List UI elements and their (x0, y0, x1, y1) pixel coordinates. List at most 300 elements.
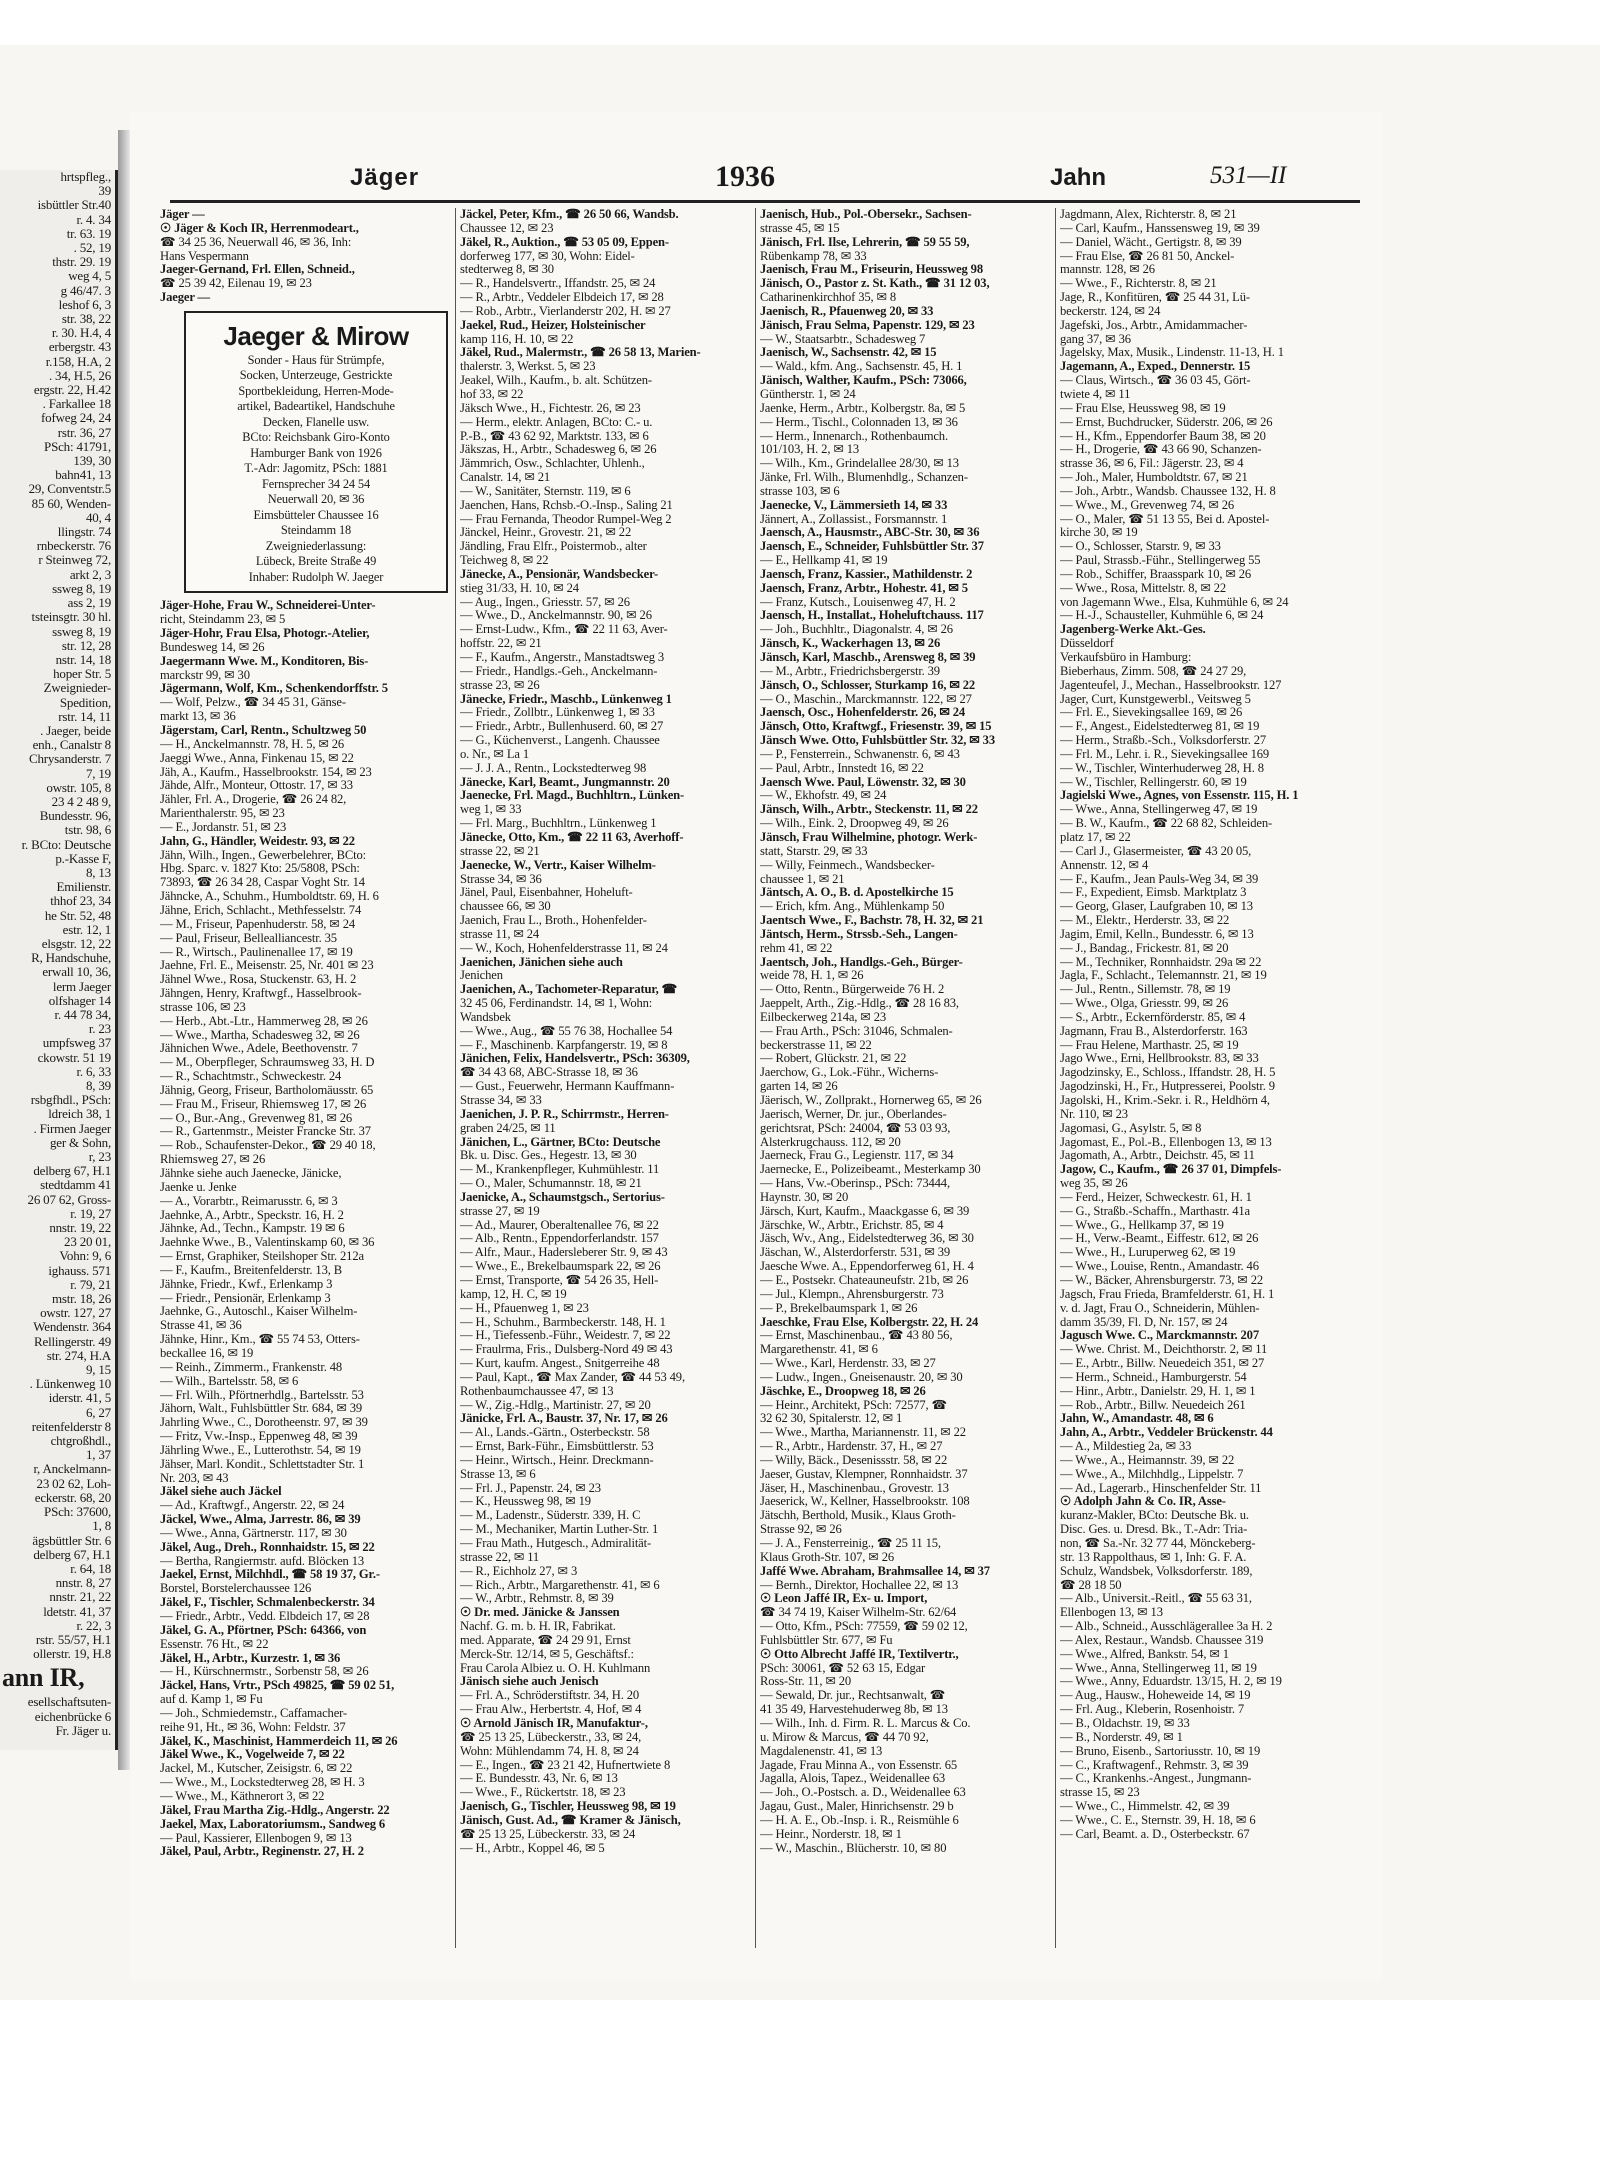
directory-entry: — Al., Lands.-Gärtn., Osterbeckstr. 58 (460, 1426, 650, 1440)
previous-page-fragment: eichenbrücke 6 (34, 1708, 111, 1724)
directory-entry: Alsterkrugchauss. 112, ✉ 20 (760, 1135, 901, 1149)
directory-entry: — H.-J., Schausteller, Kuhmühle 6, ✉ 24 (1060, 609, 1264, 623)
directory-entry: Ross-Str. 11, ✉ 20 (760, 1675, 852, 1689)
directory-entry: Jahn, G., Händler, Weidestr. 93, ✉ 22 (160, 834, 355, 848)
directory-entry: 32 45 06, Ferdinandstr. 14, ✉ 1, Wohn: (460, 997, 653, 1011)
directory-entry: — Daniel, Wächt., Gertigstr. 8, ✉ 39 (1060, 235, 1242, 249)
previous-page-fragment: isbüttler Str.40 (37, 197, 111, 213)
directory-entry: — Alb., Schneid., Ausschlägerallee 3a H. 2 (1060, 1620, 1273, 1634)
directory-entry: Jäkel siehe auch Jäckel (160, 1485, 282, 1499)
directory-entry: — Frl. E., Sievekingsallee 169, ✉ 26 (1060, 706, 1243, 720)
directory-entry: — Wwe., E., Brekelbaumspark 22, ✉ 26 (460, 1260, 661, 1274)
directory-entry: — W., Zig.-Hdlg., Martinistr. 27, ✉ 20 (460, 1398, 651, 1412)
directory-entry: Jänke, Frl. Wilh., Blumenhdlg., Schanzen- (760, 471, 968, 485)
directory-entry: gerichtsrat, PSch: 24004, ☎ 53 03 93, (760, 1121, 951, 1135)
directory-entry: Jager, Curt, Kunstgewerbl., Veitsweg 5 (1060, 692, 1251, 706)
directory-entry: — Hinr., Arbtr., Danielstr. 29, H. 1, ✉ 1 (1060, 1384, 1256, 1398)
directory-entry: — H., Pfauenweg 1, ✉ 23 (460, 1301, 589, 1315)
directory-entry: Jackel, M., Kutscher, Zeisigstr. 6, ✉ 22 (160, 1762, 353, 1776)
directory-entry: — Ernst, Buchdrucker, Süderstr. 206, ✉ 26 (1060, 415, 1273, 429)
directory-entry: — W., Bäcker, Ahrensburgerstr. 73, ✉ 22 (1060, 1273, 1263, 1287)
directory-entry: Jagsch, Frau Frieda, Bramfelderstr. 61, H. 1 (1060, 1287, 1275, 1301)
directory-entry: dorferweg 177, ✉ 30, Wohn: Eidel- (460, 249, 635, 263)
directory-entry: Essenstr. 76 Ht., ✉ 22 (160, 1637, 269, 1651)
directory-entry: Jagmann, Frau B., Alsterdorferstr. 163 (1060, 1024, 1248, 1038)
previous-page-fragment: rstr. 36, 27 (57, 424, 111, 440)
directory-entry: Jämmrich, Osw., Schlachter, Uhlenh., (460, 457, 645, 471)
directory-entry: Margarethenstr. 41, ✉ 6 (760, 1343, 878, 1357)
directory-entry: — Wwe., Rosa, Mittelstr. 8, ✉ 22 (1060, 581, 1227, 595)
directory-entry: — Rob., Schiffer, Braasspark 10, ✉ 26 (1060, 567, 1252, 581)
directory-entry: Jänicke, Frl. A., Baustr. 37, Nr. 17, ✉ 26 (460, 1412, 668, 1426)
previous-page-fragment: delberg 67, H.1 (33, 1546, 111, 1562)
directory-entry: — Wwe., Anna, Stellingerweg 11, ✉ 19 (1060, 1661, 1257, 1675)
previous-page-fragment: PSch: 41791, (44, 438, 111, 454)
previous-page-fragment: r. 22, 3 (76, 1617, 111, 1633)
directory-entry: chaussee 66, ✉ 30 (460, 900, 551, 914)
directory-entry: — O., Maschin., Marckmannstr. 122, ✉ 27 (760, 692, 972, 706)
directory-entry: Ellenbogen 13, ✉ 13 (1060, 1606, 1163, 1620)
previous-page-fragment: 23 4 2 48 9, (51, 793, 111, 809)
directory-entry: Rothenbaumchaussee 47, ✉ 13 (460, 1384, 614, 1398)
directory-entry: — Wwe., M., Grevenweg 74, ✉ 26 (1060, 498, 1235, 512)
directory-entry: Jagomasi, G., Asylstr. 5, ✉ 8 (1060, 1121, 1202, 1135)
directory-entry: Fuhlsbüttler Str. 677, ✉ Fu (760, 1633, 893, 1647)
directory-entry: — H., Drogerie, ☎ 43 66 90, Schanzen- (1060, 443, 1262, 457)
directory-entry: — Herm., elektr. Anlagen, BCto: C.- u. (460, 415, 653, 429)
directory-entry: Jagow, C., Kaufm., ☎ 26 37 01, Dimpfels- (1060, 1163, 1282, 1177)
directory-entry: Jäerisch, W., Zollprakt., Hornerweg 65, ✉ 26 (760, 1094, 982, 1107)
directory-entry: — Frau Else, Heussweg 98, ✉ 19 (1060, 401, 1226, 415)
directory-entry: Jaenich, Frau L., Broth., Hohenfelder- (460, 914, 647, 928)
directory-entry: thalerstr. 3, Werkst. 5, ✉ 23 (460, 360, 596, 374)
directory-entry: — W., Koch, Hohenfelderstrasse 11, ✉ 24 (460, 941, 668, 955)
previous-page-fragment: Emilienstr. (56, 879, 111, 895)
directory-entry: — Ernst, Maschinenbau., ☎ 43 80 56, (760, 1329, 953, 1343)
directory-entry: — Frl. Aug., Kleberin, Rosenhoistr. 7 (1060, 1703, 1245, 1717)
directory-entry: — Franz, Kutsch., Louisenweg 47, H. 2 (760, 595, 956, 609)
directory-entry: — M., Oberpfleger, Schraumsweg 33, H. D (160, 1056, 375, 1070)
previous-page-fragment: hoper Str. 5 (53, 666, 111, 682)
previous-page-fragment: weg 4, 5 (68, 268, 111, 284)
directory-entry: Jähnke, Hinr., Km., ☎ 55 74 53, Otters- (160, 1333, 360, 1347)
directory-entry: Jaenke u. Jenke (160, 1180, 237, 1194)
directory-entry: Jagielski Wwe., Agnes, von Essenstr. 115, H. 1 (1060, 789, 1299, 803)
directory-entry: — W., Tischler, Winterhuderweg 28, H. 8 (1060, 761, 1264, 775)
previous-page-fragment: llingstr. 74 (57, 524, 111, 540)
directory-entry: — Frl. Marg., Buchhltrn., Lünkenweg 1 (460, 817, 657, 831)
directory-entry: weg 1, ✉ 33 (460, 803, 522, 817)
previous-page-fragment: . Jaeger, beide (40, 722, 111, 738)
directory-entry: ☉ Leon Jaffé IR, Ex- u. Import, (760, 1592, 928, 1606)
directory-entry: Bk. u. Disc. Ges., Hegestr. 13, ✉ 30 (460, 1149, 637, 1163)
directory-entry: — Frau Fernanda, Theodor Rumpel-Weg 2 (460, 512, 672, 526)
directory-entry: Jaegermann Wwe. M., Konditoren, Bis- (160, 654, 369, 668)
directory-entry: Jäckel, Wwe., Alma, Jarrestr. 86, ✉ 39 (160, 1513, 361, 1527)
directory-entry: strasse 15, ✉ 23 (1060, 1786, 1140, 1800)
directory-entry: Jaenicke, A., Schaumstgsch., Sertorius- (460, 1190, 665, 1204)
directory-entry: — W., Maschin., Blücherstr. 10, ✉ 80 (760, 1841, 947, 1855)
directory-entry: Jänsch, O., Schlosser, Sturkamp 16, ✉ 22 (760, 678, 976, 692)
previous-page-fragment: nnstr. 19, 22 (49, 1220, 111, 1236)
previous-page-fragment: esellschaftsuten- (27, 1694, 111, 1710)
previous-page-fragment: 8, 13 (85, 864, 111, 880)
previous-page-fragment: reitenfelderstr 8 (31, 1418, 111, 1434)
directory-entry: — Paul, Arbtr., Innstedt 16, ✉ 22 (760, 761, 924, 775)
directory-entry: med. Apparate, ☎ 24 29 91, Ernst (460, 1633, 631, 1647)
previous-page-fragment: mstr. 18, 26 (52, 1291, 111, 1307)
directory-entry: statt, Starstr. 29, ✉ 33 (760, 844, 868, 858)
directory-entry: Jähnig, Georg, Friseur, Bartholomäusstr. 65 (160, 1083, 374, 1097)
directory-entry: Jagim, Emil, Kelln., Bundesstr. 6, ✉ 13 (1060, 927, 1254, 941)
directory-entry: Jänisch, Walther, Kaufm., PSch: 73066, (760, 374, 967, 388)
directory-entry: Jagenteufel, J., Mechan., Hasselbrookstr. 127 (1060, 678, 1282, 692)
previous-page-fragment: ssweg 8, 19 (52, 580, 111, 596)
directory-entry: Jaeser, Gustav, Klempner, Ronnhaidstr. 37 (760, 1467, 968, 1481)
directory-entry: — Wwe., Anna, Gärtnerstr. 117, ✉ 30 (160, 1526, 347, 1540)
previous-page-fragment: tsteinsgtr. 30 hl. (31, 609, 111, 625)
directory-entry: — Wwe., C. E., Sternstr. 39, H. 18, ✉ 6 (1060, 1813, 1256, 1827)
directory-entry: chaussee 1, ✉ 21 (760, 872, 845, 886)
directory-entry: Güntherstr. 1, ✉ 24 (760, 387, 856, 401)
directory-entry: Jäkel, Paul, Arbtr., Reginenstr. 27, H. 2 (160, 1845, 364, 1859)
directory-entry: — J. A., Fensterreinig., ☎ 25 11 15, (760, 1537, 941, 1550)
directory-entry: Jäckel, Peter, Kfm., ☎ 26 50 66, Wandsb. (460, 208, 679, 221)
directory-entry: — Jul., Klempn., Ahrensburgerstr. 73 (760, 1287, 944, 1301)
directory-entry: strasse 103, ✉ 6 (760, 484, 840, 498)
directory-entry: — Bruno, Eisenb., Sartoriusstr. 10, ✉ 19 (1060, 1744, 1261, 1758)
directory-entry: Jagefski, Jos., Arbtr., Amidammacher- (1060, 318, 1248, 332)
directory-entry: — Joh., Arbtr., Wandsb. Chaussee 132, H. 8 (1060, 484, 1276, 498)
directory-entry: — H., Kfm., Eppendorfer Baum 38, ✉ 20 (1060, 429, 1266, 443)
directory-entry: Jäkel, K., Maschinist, Hammerdeich 11, ✉ 26 (160, 1734, 398, 1748)
directory-entry: Jänisch, Frau Selma, Papenstr. 129, ✉ 23 (760, 318, 975, 332)
directory-entry: Jätschh, Berthold, Musik., Klaus Groth- (760, 1509, 956, 1523)
ad-line: Lübeck, Breite Straße 49 (255, 554, 377, 569)
previous-page-fragment: chtgroßhdl., (50, 1433, 111, 1449)
directory-entry: Jagolski, H., Krim.-Sekr. i. R., Heldhörn 4, (1060, 1094, 1270, 1107)
directory-entry: — Frau Math., Hutgesch., Admiralität- (460, 1537, 652, 1550)
directory-entry: — F., Kaufm., Angerstr., Manstadtsweg 3 (460, 651, 665, 664)
directory-entry: Jenichen (460, 969, 503, 983)
previous-page-fragment: r. 79, 21 (70, 1276, 111, 1292)
directory-entry: Jähler, Frl. A., Drogerie, ☎ 26 24 82, (160, 793, 347, 807)
directory-entry: — C., Krankenhs.-Angest., Jungmann- (1060, 1772, 1252, 1786)
directory-entry: Nachf. G. m. b. H. IR, Fabrikat. (460, 1620, 616, 1634)
directory-entry: Strasse 92, ✉ 26 (760, 1523, 842, 1537)
directory-entry: Jänel, Paul, Eisenbahner, Hoheluft- (460, 886, 633, 900)
directory-entry: Jahn, W., Amandastr. 48, ✉ 6 (1060, 1412, 1214, 1426)
directory-entry: Jäkel, Aug., Dreh., Ronnhaidstr. 15, ✉ 22 (160, 1540, 375, 1554)
directory-entry: — Wwe., G., Hellkamp 37, ✉ 19 (1060, 1218, 1224, 1232)
previous-page-fragment: ann IR, (2, 1663, 85, 1693)
directory-entry: Jähde, Alfr., Monteur, Ottostr. 17, ✉ 33 (160, 779, 353, 793)
ad-line: Zweigniederlassung: (265, 538, 367, 553)
previous-page-edge (0, 170, 118, 1750)
directory-entry: — Wwe., M., Käthnerort 3, ✉ 22 (160, 1789, 325, 1803)
book-gutter (118, 130, 130, 1770)
directory-entry: Hbg. Sparc. v. 1827 Kto: 25/5808, PSch: (160, 862, 360, 876)
ad-line: Hamburger Bank von 1926 (250, 445, 382, 460)
directory-entry: Jaenichen, J. P. R., Schirrmstr., Herren- (460, 1107, 669, 1121)
directory-entry: strasse 45, ✉ 15 (760, 221, 840, 235)
directory-entry: beckerstr. 124, ✉ 24 (1060, 304, 1161, 318)
directory-entry: — E. Bundesstr. 43, Nr. 6, ✉ 13 (460, 1772, 618, 1786)
directory-entry: ☉ Arnold Jänisch IR, Manufaktur-, (460, 1716, 648, 1730)
directory-entry: — J. J. A., Rentn., Lockstedterweg 98 (460, 761, 647, 775)
directory-entry: Strasse 34, ✉ 33 (460, 1094, 542, 1107)
directory-entry: — M., Techniker, Ronnhaidstr. 29a ✉ 22 (1060, 955, 1262, 969)
directory-entry: Schulz, Wandsbek, Volksdorferstr. 189, (1060, 1564, 1253, 1578)
directory-entry: Jänecke, A., Pensionär, Wandsbecker- (460, 567, 659, 581)
directory-entry: kuranz-Makler, BCto: Deutsche Bk. u. (1060, 1509, 1249, 1523)
ad-line: Neuerwall 20, ✉ 36 (267, 492, 365, 507)
directory-entry: Jaenisch, R., Pfauenweg 20, ✉ 33 (760, 304, 934, 318)
directory-entry: kamp 116, H. 10, ✉ 22 (460, 332, 574, 346)
previous-page-fragment: 29, Conventstr.5 (28, 481, 111, 497)
previous-page-fragment: r. 4. 34 (76, 211, 111, 227)
previous-page-fragment: rstr. 55/57, H.1 (35, 1631, 111, 1647)
jaeger-mirow-advertisement (184, 311, 448, 594)
directory-entry: — Aug., Hausw., Hoheweide 14, ✉ 19 (1060, 1689, 1251, 1703)
directory-entry: Jaehnke, G., Autoschl., Kaiser Wilhelm- (160, 1305, 358, 1319)
previous-page-fragment: str. 274, H.A (46, 1347, 111, 1363)
directory-entry: marckstr 99, ✉ 30 (160, 668, 250, 682)
directory-entry: — W., Tischler, Rellingerstr. 60, ✉ 19 (1060, 775, 1247, 789)
directory-entry: Canalstr. 14, ✉ 21 (460, 471, 551, 485)
directory-entry: Teichweg 8, ✉ 22 (460, 554, 549, 568)
directory-entry: Jähngen, Henry, Kraftwgf., Hasselbrook- (160, 987, 362, 1001)
previous-page-fragment: 1, 8 (92, 1518, 111, 1534)
previous-page-fragment: he Str. 52, 48 (44, 907, 111, 923)
directory-entry: Jänsch, Karl, Maschb., Arensweg 8, ✉ 39 (760, 651, 976, 664)
previous-page-fragment: lerm Jaeger (52, 978, 111, 994)
directory-entry: — Herm., Schneid., Hamburgerstr. 54 (1060, 1370, 1247, 1384)
directory-entry: — W., Staatsarbtr., Schadesweg 7 (760, 332, 926, 346)
directory-entry: — Wwe., H., Luruperweg 62, ✉ 19 (1060, 1246, 1236, 1260)
directory-entry: Strasse 41, ✉ 36 (160, 1319, 242, 1333)
directory-entry: — W., Arbtr., Rehmstr. 8, ✉ 39 (460, 1592, 614, 1606)
directory-entry: — Alfr., Maur., Hadersleberer Str. 9, ✉ 43 (460, 1246, 668, 1260)
previous-page-fragment: fofweg 24, 24 (41, 410, 111, 426)
directory-entry: Jähnke, Friedr., Kwf., Erlenkamp 3 (160, 1277, 333, 1291)
directory-entry: Jaentsch, Joh., Handlgs.-Geh., Bürger- (760, 955, 963, 969)
previous-page-fragment: r. 6, 33 (76, 1063, 111, 1079)
previous-page-fragment: r.158, H.A, 2 (45, 353, 111, 369)
directory-entry: Jaeserick, W., Kellner, Hasselbrookstr. 108 (760, 1495, 970, 1509)
directory-entry: — Joh., Buchhltr., Diagonalstr. 4, ✉ 26 (760, 623, 953, 637)
directory-entry: — Wwe., Martha, Schadesweg 32, ✉ 26 (160, 1028, 360, 1042)
directory-entry: strasse 22, ✉ 11 (460, 1550, 540, 1564)
directory-entry: ☎ 28 18 50 (1060, 1578, 1122, 1592)
directory-entry: strasse 27, ✉ 19 (460, 1204, 540, 1218)
directory-page (130, 112, 1382, 1980)
previous-page-fragment: PSch: 37600, (44, 1504, 111, 1520)
directory-entry: Jaensch, H., Installat., Hoheluftchauss. 117 (760, 609, 984, 623)
previous-page-fragment: ass 2, 19 (67, 595, 111, 611)
directory-entry: — H., Schuhm., Barmbeckerstr. 148, H. 1 (460, 1315, 666, 1329)
directory-entry: 32 62 30, Spitalerstr. 12, ✉ 1 (760, 1412, 903, 1426)
directory-entry: — Frau M., Friseur, Rhiemsweg 17, ✉ 26 (160, 1097, 367, 1111)
directory-entry: richt, Steindamm 23, ✉ 5 (160, 613, 286, 627)
directory-entry: — Willy, Bäck., Desenissstr. 58, ✉ 22 (760, 1453, 948, 1467)
directory-entry: weide 78, H. 1, ✉ 26 (760, 969, 864, 983)
previous-page-fragment: Spedition, (59, 694, 111, 710)
directory-entry: Jänecke, Friedr., Maschb., Lünkenweg 1 (460, 692, 672, 706)
previous-page-fragment: Chrysanderstr. 7 (28, 751, 111, 767)
directory-entry: Jänsch, K., Wackerhagen 13, ✉ 26 (760, 637, 941, 651)
directory-entry: — Rob., Arbtr., Billw. Neuedeich 261 (1060, 1398, 1246, 1412)
previous-page-fragment: stedtdamm 41 (40, 1177, 111, 1193)
directory-entry: auf d. Kamp 1, ✉ Fu (160, 1693, 263, 1707)
directory-entry: — Alex, Restaur., Wandsb. Chaussee 319 (1060, 1633, 1264, 1647)
directory-entry: ☎ 34 43 68, ABC-Strasse 18, ✉ 36 (460, 1066, 638, 1080)
directory-entry: — H. A. E., Ob.-Insp. i. R., Reismühle 6 (760, 1813, 959, 1827)
previous-page-fragment: ssweg 8, 19 (52, 623, 111, 639)
directory-entry: Jäschan, W., Alsterdorferstr. 531, ✉ 39 (760, 1246, 951, 1260)
directory-entry: — Paul, Kassierer, Ellenbogen 9, ✉ 13 (160, 1831, 352, 1845)
directory-entry: Jännert, A., Zollassist., Forsmannstr. 1 (760, 512, 948, 526)
directory-entry: — R., Arbtr., Veddeler Elbdeich 17, ✉ 28 (460, 291, 664, 305)
ad-line: T.-Adr: Jagomitz, PSch: 1881 (244, 461, 388, 476)
directory-entry: Jänecke, Otto, Km., ☎ 22 11 63, Averhoff- (460, 830, 684, 844)
directory-entry: — Ad., Kraftwgf., Angerstr. 22, ✉ 24 (160, 1499, 345, 1513)
directory-entry: — Wwe., Alfred, Bankstr. 54, ✉ 1 (1060, 1647, 1229, 1661)
header-year: 1936 (715, 160, 775, 193)
directory-entry: — M., Friseur, Papenhuderstr. 58, ✉ 24 (160, 917, 355, 931)
column-2 (460, 208, 750, 1968)
previous-page-fragment: 23 02 62, Loh- (36, 1475, 111, 1491)
directory-entry: — Otto, Kfm., PSch: 77559, ☎ 59 02 12, (760, 1620, 968, 1634)
directory-entry: — A., Vorarbtr., Reimarusstr. 6, ✉ 3 (160, 1194, 338, 1208)
ad-line: Sonder - Haus für Strümpfe, (247, 352, 385, 367)
directory-entry: — Ernst, Transporte, ☎ 54 26 35, Hell- (460, 1273, 659, 1287)
ad-line: Steindamm 18 (280, 523, 352, 538)
directory-entry: — E., Jordanstr. 51, ✉ 23 (160, 820, 287, 834)
directory-entry: weg 35, ✉ 26 (1060, 1177, 1128, 1191)
directory-entry: — Paul, Strassb.-Führ., Stellingerweg 55 (1060, 554, 1261, 568)
directory-entry: Jänsch, Otto, Kraftwgf., Friesenstr. 39, ✉ 15 (760, 720, 992, 734)
directory-entry: Borstel, Borstelerchaussee 126 (160, 1582, 312, 1596)
column-divider (755, 208, 756, 1948)
previous-page-fragment: p.-Kasse F, (55, 850, 111, 866)
header-last-name: Jahn (1050, 164, 1107, 191)
directory-entry: Jaekel, Rud., Heizer, Holsteinischer (460, 318, 646, 332)
directory-entry: Jäkel, R., Auktion., ☎ 53 05 09, Eppen- (460, 235, 669, 249)
previous-page-fragment: rnbeckerstr. 76 (36, 538, 111, 554)
directory-entry: — Gust., Feuerwehr, Hermann Kauffmann- (460, 1080, 675, 1094)
directory-entry: Jähnichen Wwe., Adele, Beethovenstr. 7 (160, 1042, 358, 1056)
directory-entry: — Wwe., M., Lockstedterweg 28, ✉ H. 3 (160, 1776, 365, 1790)
directory-entry: Jeakel, Wilh., Kaufm., b. alt. Schützen- (460, 374, 652, 388)
directory-entry: Jänsch Wwe. Otto, Fuhlsbüttler Str. 32, ✉ 33 (760, 734, 995, 748)
directory-entry: — Heinr., Wirtsch., Heinr. Dreckmann- (460, 1453, 654, 1467)
previous-page-fragment: nnstr. 21, 22 (49, 1589, 111, 1605)
directory-entry: Jaenecke, V., Lämmersieth 14, ✉ 33 (760, 498, 948, 512)
directory-entry: Jaehne, Frl. E., Meisenstr. 25, Nr. 401 ✉ 23 (160, 959, 374, 973)
directory-entry: — Otto, Rentn., Bürgerweide 76 H. 2 (760, 983, 945, 997)
directory-entry: — R., Handelsvertr., Iffandstr. 25, ✉ 24 (460, 277, 656, 291)
directory-entry: Jähnke siehe auch Jaenecke, Jänicke, (160, 1167, 342, 1180)
directory-entry: Jändling, Frau Elfr., Poistermob., alter (460, 540, 647, 554)
directory-entry: Jäkel, H., Arbtr., Kurzestr. 1, ✉ 36 (160, 1651, 341, 1665)
ad-line: Inhaber: Rudolph W. Jaeger (248, 569, 384, 584)
directory-entry: str. 13 Rappolthaus, ✉ 1, Inh: G. F. A. (1060, 1550, 1247, 1564)
directory-entry: Jaerneck, Frau G., Legienstr. 117, ✉ 34 (760, 1149, 954, 1163)
directory-entry: — Frl. J., Papenstr. 24, ✉ 23 (460, 1481, 601, 1495)
directory-entry: Jahrling Wwe., C., Dorotheenstr. 97, ✉ 39 (160, 1416, 368, 1430)
directory-entry: stieg 31/33, H. 10, ✉ 24 (460, 581, 579, 595)
directory-entry: mannstr. 128, ✉ 26 (1060, 263, 1155, 277)
directory-entry: — W., Sanitäter, Sternstr. 119, ✉ 6 (460, 484, 631, 498)
previous-page-fragment: erbergstr. 43 (48, 339, 111, 355)
directory-entry: — Wwe. Christ. M., Deichthorstr. 2, ✉ 11 (1060, 1343, 1268, 1357)
directory-entry: — Alb., Universit.-Reitl., ☎ 55 63 31, (1060, 1592, 1252, 1606)
previous-page-fragment: 39 (98, 183, 111, 199)
previous-page-fragment: r Steinweg 72, (38, 552, 111, 568)
previous-page-fragment: Zweignieder- (43, 680, 111, 696)
directory-entry: — M., Krankenpfleger, Kuhmühlestr. 11 (460, 1163, 660, 1177)
directory-entry: — M., Elektr., Herderstr. 33, ✉ 22 (1060, 914, 1230, 928)
directory-entry: — Hans, Vw.-Oberinsp., PSch: 73444, (760, 1177, 950, 1191)
previous-page-fragment: rstr. 14, 11 (58, 708, 111, 724)
directory-entry: Jaeschke, Frau Else, Kolbergstr. 22, H. 24 (760, 1315, 979, 1329)
previous-page-fragment: delberg 67, H.1 (33, 1163, 111, 1179)
directory-entry: — H., Arbtr., Koppel 46, ✉ 5 (460, 1841, 605, 1855)
directory-entry: — Frl. M., Lehr. i. R., Sievekingsallee 169 (1060, 747, 1270, 761)
previous-page-fragment: owstr. 127, 27 (40, 1305, 111, 1321)
directory-entry: Jaensch, A., Hausmstr., ABC-Str. 30, ✉ 36 (760, 526, 980, 540)
directory-entry: Jagade, Frau Minna A., von Essenstr. 65 (760, 1758, 958, 1772)
directory-entry: Jänsch, Wilh., Arbtr., Steckenstr. 11, ✉ 22 (760, 803, 978, 817)
previous-page-fragment: umpfsweg 37 (42, 1035, 111, 1051)
directory-entry: Jähne, Erich, Schlacht., Methfesselstr. 74 (160, 903, 362, 917)
directory-entry: Jäger-Hohr, Frau Elsa, Photogr.-Atelier, (160, 627, 370, 641)
directory-entry: — Paul, Friseur, Bellealliancestr. 35 (160, 931, 337, 945)
directory-entry: Jaesche Wwe. A., Eppendorferweg 61, H. 4 (760, 1260, 974, 1274)
directory-entry: Jagdmann, Alex, Richterstr. 8, ✉ 21 (1060, 208, 1237, 221)
directory-entry: reihe 91, Ht., ✉ 36, Wohn: Feldstr. 37 (160, 1720, 346, 1734)
previous-page-fragment: ergstr. 22, H.42 (33, 382, 111, 398)
directory-entry: Jagla, F., Schlacht., Telemannstr. 21, ✉ 19 (1060, 969, 1267, 983)
directory-entry: — M., Arbtr., Friedrichsbergerstr. 39 (760, 664, 940, 678)
directory-entry: v. d. Jagt, Frau O., Schneiderin, Mühlen- (1060, 1301, 1260, 1315)
header-page-number: 531—II (1210, 162, 1287, 189)
directory-entry: Jagodzinsky, E., Schloss., Iffandstr. 28, H. 5 (1060, 1066, 1276, 1080)
previous-page-fragment: 139, 30 (73, 453, 111, 469)
directory-entry: — F., Angest., Eidelstedterweg 81, ✉ 19 (1060, 720, 1260, 734)
directory-entry: twiete 4, ✉ 11 (1060, 387, 1131, 401)
directory-entry: — Herm., Straßb.-Sch., Volksdorferstr. 27 (1060, 734, 1267, 748)
directory-entry: — Joh., O.-Postsch. a. D., Weidenallee 63 (760, 1786, 966, 1800)
previous-page-fragment: tr. 63. 19 (66, 225, 111, 241)
previous-page-fragment: enh., Canalstr 8 (32, 737, 111, 753)
directory-entry: — K., Heussweg 98, ✉ 19 (460, 1495, 591, 1509)
previous-page-fragment: elsgstr. 12, 22 (41, 935, 111, 951)
directory-entry: Strasse 13, ✉ 6 (460, 1467, 536, 1481)
directory-entry: — Wolf, Pelzw., ☎ 34 45 31, Gänse- (160, 696, 346, 710)
directory-entry: ☎ 25 39 42, Eilenau 19, ✉ 23 (160, 277, 312, 291)
header-first-name: Jäger (350, 164, 420, 191)
directory-entry: Jaenisch, Hub., Pol.-Obersekr., Sachsen- (760, 208, 972, 221)
directory-entry: — Heinr., Norderstr. 18, ✉ 1 (760, 1827, 902, 1841)
directory-entry: — E., Postsekr. Chateauneufstr. 21b, ✉ 26 (760, 1273, 969, 1287)
directory-entry: ☉ Otto Albrecht Jaffé IR, Textilvertr., (760, 1647, 959, 1661)
directory-entry: — Sewald, Dr. jur., Rechtsanwalt, ☎ (760, 1689, 946, 1703)
directory-entry: Jagemann, A., Exped., Dennerstr. 15 (1060, 360, 1251, 374)
directory-entry: — Wilh., Eink. 2, Droopweg 49, ✉ 26 (760, 817, 949, 831)
previous-page-fragment: . Farkallee 18 (42, 396, 111, 412)
